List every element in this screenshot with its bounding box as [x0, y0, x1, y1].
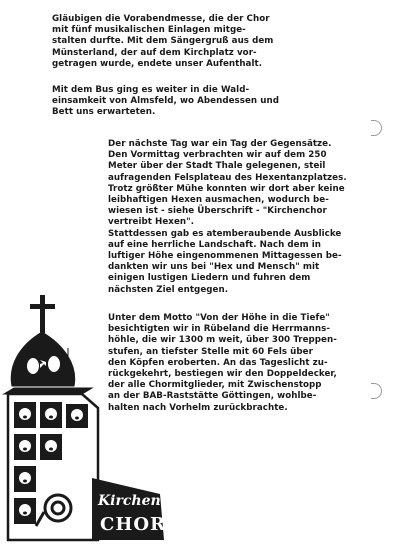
- cross-icon: [40, 295, 45, 333]
- text-line: mit fünf musikalischen Einlagen mitge-: [52, 25, 246, 36]
- text-line: Mit dem Bus ging es weiter in die Wald-: [52, 85, 250, 95]
- text-line: einigen lustigen Liedern und fuhren dem: [108, 273, 311, 284]
- text-line: dankten wir uns bei "Hex und Mensch" mit: [108, 262, 320, 273]
- text-line: an der BAB-Raststätte Göttingen, wohlbe-: [108, 391, 317, 402]
- text-line: Unter dem Motto "Von der Höhe in die Tiefe": [108, 313, 330, 323]
- text-line: Trotz größter Mühe konnten wir dort aber keine: [108, 183, 345, 194]
- logo-line-1: Kirchen-: [98, 493, 167, 509]
- text-line: rückgekehrt, bestiegen wir den Doppeldecker,: [108, 369, 337, 380]
- paragraph-1: [52, 14, 352, 70]
- text-line: Stattdessen gab es atemberaubende Ausblicke: [108, 228, 342, 239]
- text-line: halten nach Vorhelm zurückbrachte.: [108, 402, 288, 413]
- text-line: Gläubigen die Vorabendmesse, die der Chor: [52, 14, 270, 24]
- text-line: wiesen ist - siehe Überschrift - "Kirchenchor: [108, 206, 327, 217]
- kirchenchor-logo: [0, 290, 180, 550]
- binder-hole-mark: [371, 383, 382, 399]
- binder-hole-mark: [371, 120, 382, 136]
- text-line: einsamkeit von Almsfeld, wo Abendessen und: [52, 96, 279, 107]
- text-line: Bett uns erwarteten.: [52, 107, 156, 118]
- text-line: leibhaftigen Hexen ausmachen, wodurch be-: [108, 195, 329, 206]
- text-line: Den Vormittag verbrachten wir auf dem 250: [108, 150, 327, 161]
- text-line: stalten durfte. Mit dem Sängergruß aus dem: [52, 36, 274, 47]
- text-line: Der nächste Tag war ein Tag der Gegensätze.: [108, 139, 332, 149]
- text-line: getragen wurde, endete unser Aufenthalt.: [52, 58, 263, 69]
- text-line: Münsterland, der auf dem Kirchplatz vor-: [52, 47, 257, 58]
- text-line: luftiger Höhe eingenommenen Mittagessen be-: [108, 251, 342, 262]
- paragraph-3: [108, 139, 358, 296]
- text-line: Meter über der Stadt Thale gelegenen, steil: [108, 161, 326, 172]
- text-line: auf eine herrliche Landschaft. Nach dem in: [108, 239, 322, 250]
- logo-line-2: CHOR: [100, 514, 166, 535]
- text-line: vertreibt Hexen".: [108, 217, 195, 228]
- text-line: nächsten Ziel entgegen.: [108, 284, 229, 295]
- text-line: besichtigten wir in Rübeland die Herrmanns-: [108, 324, 331, 335]
- text-line: den Köpfen eroberten. An das Tageslicht zu-: [108, 357, 328, 368]
- text-line: höhle, die wir 1300 m weit, über 300 Treppen-: [108, 335, 337, 346]
- text-line: der alle Chormitglieder, mit Zwischenstopp: [108, 380, 322, 391]
- paragraph-2: [52, 85, 352, 119]
- text-line: stufen, an tiefster Stelle mit 60 Fels über: [108, 346, 313, 357]
- text-line: aufragenden Felsplateau des Hexentanzplatzes.: [108, 172, 347, 183]
